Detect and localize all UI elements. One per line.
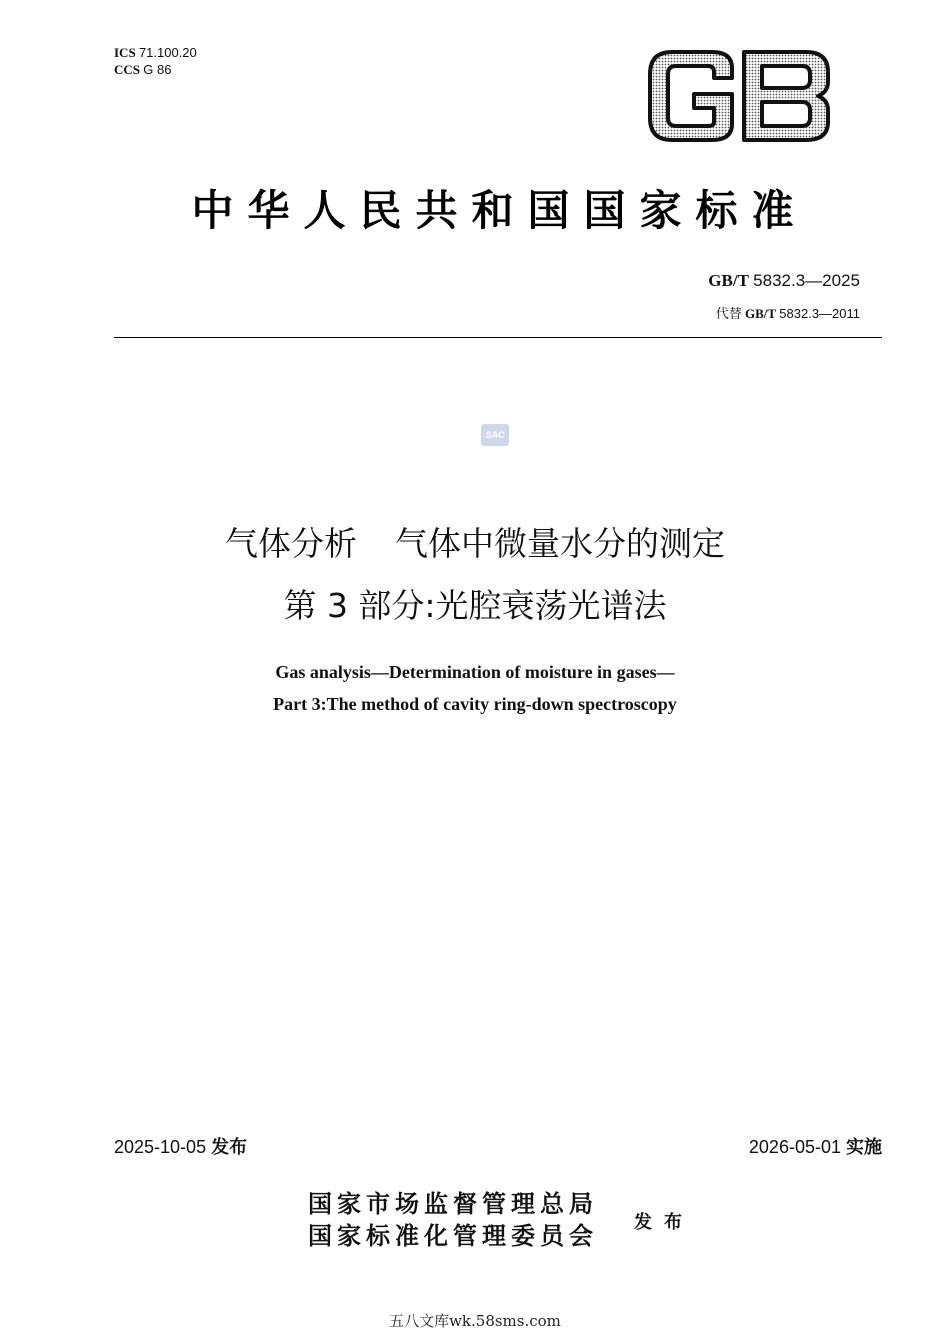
- ics-label: ICS: [114, 45, 136, 60]
- issuer-samr: 国家市场监督管理总局: [308, 1190, 598, 1218]
- replaces-line: [716, 303, 860, 322]
- title-cn-line2: 第 3 部分:光腔衰荡光谱法: [283, 586, 667, 625]
- implementation-date: [749, 1133, 882, 1159]
- ics-code: 71.100.20: [138, 45, 197, 60]
- standard-code: 5832.3—2025: [753, 271, 860, 290]
- title-en-line2: Part 3:The method of cavity ring-down spectroscopy: [273, 694, 677, 714]
- issuer-block: [308, 1188, 598, 1252]
- standard-prefix: GB/T: [708, 271, 749, 290]
- logo-text: GB: [646, 48, 648, 49]
- standard-number: [708, 271, 860, 291]
- title-cn-line1: [60, 518, 890, 565]
- ccs-label: CCS: [114, 62, 141, 77]
- replaces-prefix: GB/T: [744, 306, 777, 321]
- replaces-label: 代替: [715, 306, 742, 321]
- standard-title: 中华人民共和国国家标准: [191, 186, 808, 235]
- title-en-line1: Gas analysis—Determination of moisture in gases—: [275, 662, 675, 682]
- title-cn-part2: 气体中微量水分的测定: [395, 524, 725, 563]
- ics-line: [114, 44, 197, 61]
- issue-date-suffix: 发布: [211, 1137, 248, 1157]
- issue-date-value: 2025-10-05: [114, 1137, 207, 1157]
- implementation-date-suffix: 实施: [846, 1137, 882, 1157]
- header-divider: [114, 337, 882, 338]
- title-cn-part1: 气体分析: [225, 524, 357, 563]
- implementation-date-value: 2026-05-01: [748, 1137, 841, 1157]
- ccs-line: [114, 61, 197, 78]
- sac-logo: SAC: [481, 424, 509, 446]
- issuer-sac: 国家标准化管理委员会: [308, 1222, 598, 1250]
- replaces-code: 5832.3—2011: [779, 306, 860, 321]
- gb-logo: [646, 48, 832, 144]
- watermark: 五八文库wk.58sms.com: [389, 1312, 561, 1330]
- issue-date: [114, 1133, 247, 1159]
- issue-word: 发布: [634, 1212, 694, 1233]
- ccs-code: G 86: [143, 62, 172, 77]
- classification-codes: [114, 44, 197, 78]
